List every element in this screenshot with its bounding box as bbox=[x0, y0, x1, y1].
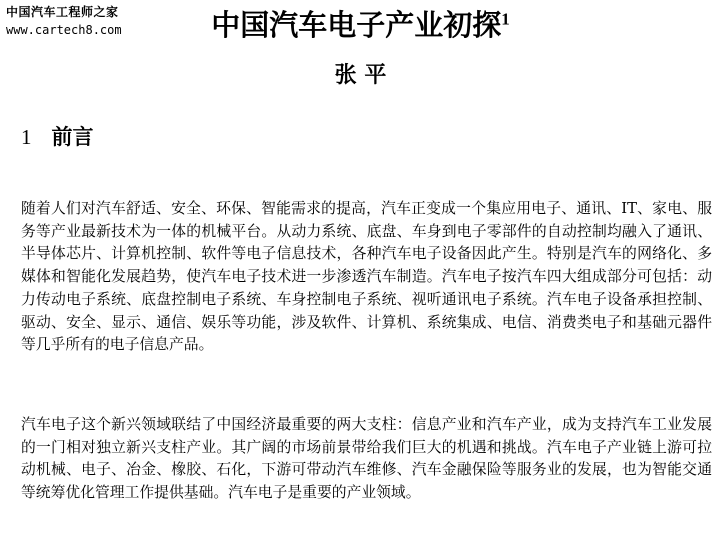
paragraph: 汽车电子这个新兴领域联结了中国经济最重要的两大支柱：信息产业和汽车产业，成为支持汽车工业发展的一门相对独立新兴支柱产业。其广阔的市场前景带给我们巨大的机遇和挑战。汽车电子产业链上游可拉动机械、电子、冶金、橡胶、石化，下游可带动汽车维修、汽车金融保险等服务业的发展，也为智能交通等统筹优化管理工作提供基础。汽车电子是重要的产业领域。 bbox=[21, 416, 712, 502]
watermark-site-name: 中国汽车工程师之家 bbox=[6, 5, 119, 19]
document-title bbox=[0, 5, 721, 42]
title-footnote-marker: 1 bbox=[501, 9, 510, 29]
section-title: 前言 bbox=[51, 125, 94, 149]
author-name: 张 平 bbox=[334, 63, 387, 88]
section-heading bbox=[21, 124, 94, 150]
section-number: 1 bbox=[21, 125, 32, 149]
paragraph: 随着人们对汽车舒适、安全、环保、智能需求的提高，汽车正变成一个集应用电子、通讯、IT、家电、服务等产业最新技术为一体的机械平台。从动力系统、底盘、车身到电子零部件的自动控制均融入了通讯、半导体芯片、计算机控制、软件等电子信息技术，各种汽车电子设备因此产生。特别是汽车的网络化、多媒体和智能化发展趋势，使汽车电子技术进一步渗透汽车制造。汽车电子按汽车四大组成部分可包括：动力传动电子系统、底盘控制电子系统、车身控制电子系统、视听通讯电子系统。汽车电子设备承担控制、驱动、安全、显示、通信、娱乐等功能，涉及软件、计算机、系统集成、电信、消费类电子和基础元器件等几乎所有的电子信息产品。 bbox=[21, 200, 712, 354]
watermark-url: www.cartech8.com bbox=[6, 23, 122, 37]
document-title-text: 中国汽车电子产业初探 bbox=[211, 8, 502, 42]
